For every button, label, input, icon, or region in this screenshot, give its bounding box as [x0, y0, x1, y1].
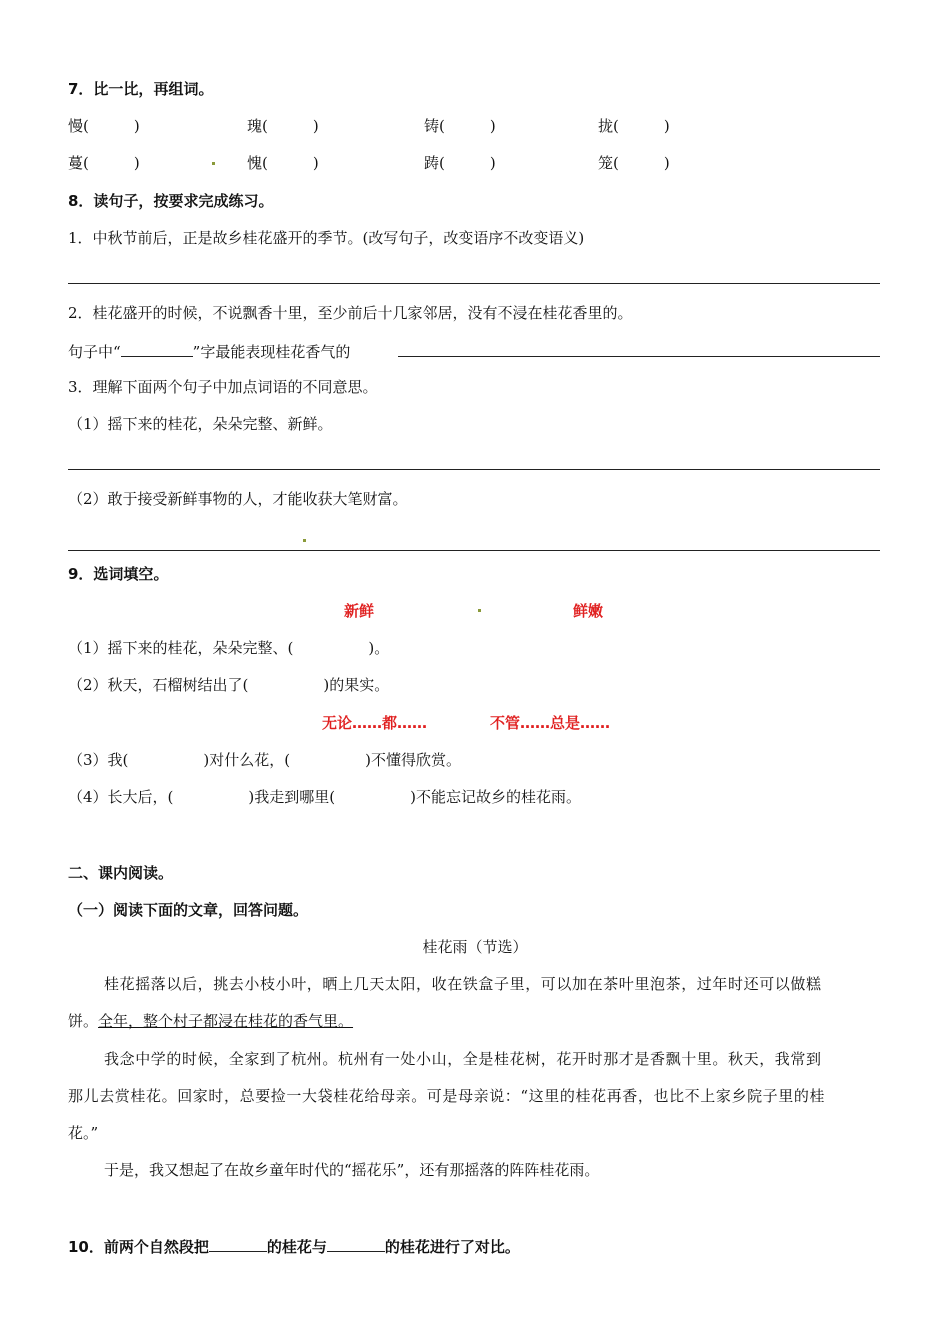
q8-sentence-3-1: （1）摇下来的桂花，朵朵完整、新鲜。 — [68, 415, 333, 433]
passage-text: 饼。 — [68, 1012, 99, 1030]
q10 — [68, 1235, 520, 1257]
word-option: 鲜嫩 — [573, 602, 604, 620]
q8-fill-suffix: ”字最能表现桂花香气的 — [192, 343, 351, 361]
q9-item-2: （2）秋天，石榴树结出了( )的果实。 — [68, 676, 390, 694]
passage-line — [68, 1011, 353, 1031]
decorative-dot — [303, 539, 306, 542]
q8-fill-prefix: 句子中“ — [68, 343, 121, 361]
q10-prefix: 10．前两个自然段把 — [68, 1238, 209, 1256]
q7-item: 铸( ) — [424, 117, 496, 135]
q8-sentence-1: 1．中秋节前后，正是故乡桂花盛开的季节。(改写句子，改变语序不改变语义) — [68, 229, 585, 247]
q8-sentence-3-2: （2）敢于接受新鲜事物的人，才能收获大笔财富。 — [68, 490, 408, 508]
answer-blank[interactable] — [209, 1235, 267, 1252]
answer-blank[interactable] — [121, 340, 193, 357]
q9-item-4: （4）长大后，( )我走到哪里( )不能忘记故乡的桂花雨。 — [68, 788, 581, 806]
q7-title: 7．比一比，再组词。 — [68, 80, 214, 98]
answer-line[interactable] — [68, 469, 880, 470]
q7-item: 踌( ) — [424, 154, 496, 172]
q8-sentence-3: 3．理解下面两个句子中加点词语的不同意思。 — [68, 378, 378, 396]
word-option: 新鲜 — [344, 602, 375, 620]
section-title: 二、课内阅读。 — [68, 864, 174, 882]
passage-line: 桂花摇落以后，挑去小枝小叶，晒上几天太阳，收在铁盒子里，可以加在茶叶里泡茶，过年时还可以做糕 — [104, 975, 822, 993]
q8-sentence-2: 2．桂花盛开的时候，不说飘香十里，至少前后十几家邻居，没有不浸在桂花香里的。 — [68, 304, 633, 322]
passage-title: 桂花雨（节选） — [422, 938, 528, 956]
q9-title: 9．选词填空。 — [68, 565, 169, 583]
decorative-dot — [212, 162, 215, 165]
q8-title: 8．读句子，按要求完成练习。 — [68, 192, 274, 210]
answer-line[interactable] — [68, 283, 880, 284]
q9-item-3: （3）我( )对什么花，( )不懂得欣赏。 — [68, 751, 461, 769]
q10-suffix: 的桂花进行了对比。 — [384, 1238, 520, 1256]
underlined-sentence: 全年，整个村子都浸在桂花的香气里。 — [98, 1012, 354, 1030]
q7-item: 笼( ) — [598, 154, 670, 172]
q7-item: 蔓( ) — [68, 154, 140, 172]
word-option: 不管……总是…… — [490, 714, 611, 732]
q8-fill-row — [68, 340, 350, 362]
answer-blank[interactable] — [327, 1235, 385, 1252]
passage-line: 我念中学的时候，全家到了杭州。杭州有一处小山，全是桂花树，花开时那才是香飘十里。秋天，我常到 — [104, 1050, 822, 1068]
section-subtitle: （一）阅读下面的文章，回答问题。 — [68, 901, 309, 919]
word-option: 无论……都…… — [322, 714, 428, 732]
answer-line[interactable] — [398, 356, 880, 357]
q7-item: 愧( ) — [247, 154, 319, 172]
passage-line: 于是，我又想起了在故乡童年时代的“摇花乐”，还有那摇落的阵阵桂花雨。 — [104, 1161, 600, 1179]
answer-line[interactable] — [68, 550, 880, 551]
q10-middle: 的桂花与 — [266, 1238, 327, 1256]
decorative-dot — [478, 609, 481, 612]
passage-line: 那儿去赏桂花。回家时，总要捡一大袋桂花给母亲。可是母亲说：“这里的桂花再香，也比不上家乡院子里的桂 — [68, 1087, 826, 1105]
passage-line: 花。” — [68, 1124, 99, 1142]
q7-item: 拢( ) — [598, 117, 670, 135]
q7-item: 慢( ) — [68, 117, 140, 135]
q7-item: 瑰( ) — [247, 117, 319, 135]
q9-item-1: （1）摇下来的桂花，朵朵完整、( )。 — [68, 639, 390, 657]
